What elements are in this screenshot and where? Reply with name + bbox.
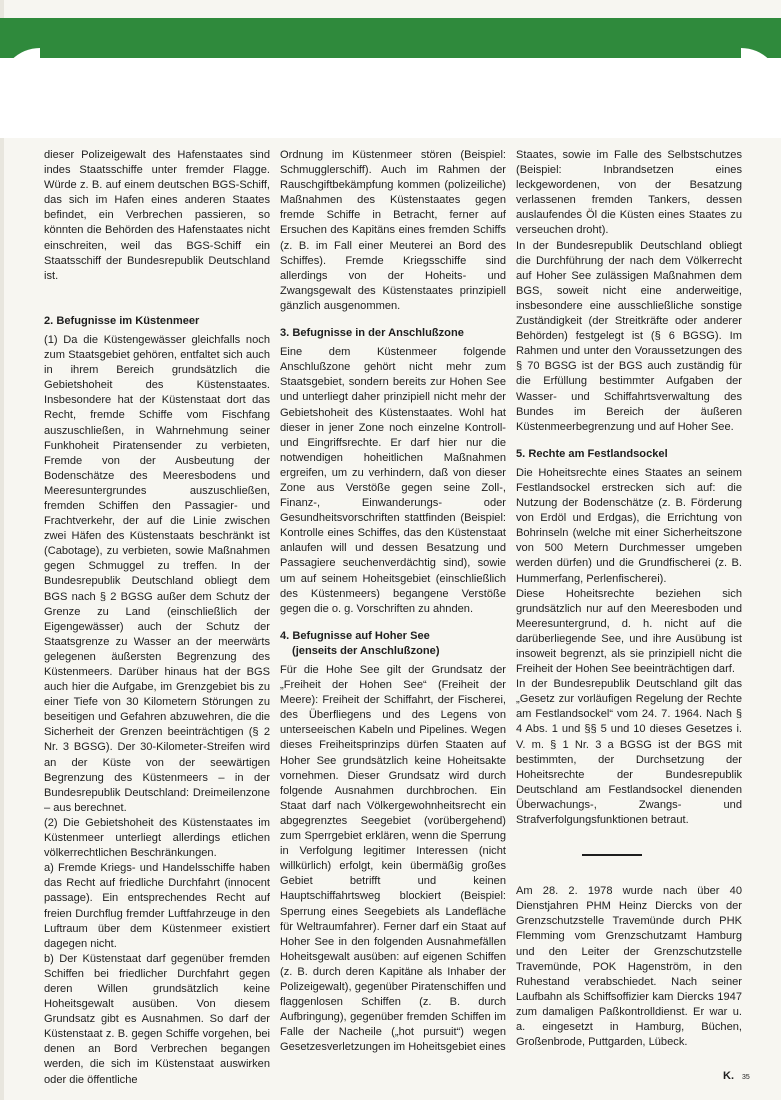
paragraph: Für die Hohe See gilt der Grundsatz der „Freiheit der Hohen See“ (Freiheit der Meere): Freiheit der Schiffahrt, der Fischerei, des Überfliegens und des Legens von unterseeischen Kabeln und Pipelines. Wegen dieses Freiheitsprinzips dürfen Staaten auf Hoher See grundsätzlich keine Hoheitsakte vornehmen. Dieser Grundsatz wird durch folgende Ausnahmen durchbrochen. Ein Staat darf nach Völkergewohnheitsrecht ein abgegrenztes Seegebiet (vorübergehend) zum Sperrgebiet erklären, wenn die Sperrung in Verfolgung legitimer Interessen (nicht willkürlich) erfolgt, kein übermäßig großes Gebiet betrifft und keinen Hauptschiffahrtsweg blockiert (Beispiel: Sperrung eines Seegebiets als Landefläche für Weltraumfahrer). Ferner darf ein Staat auf Hoher See in den folgenden Ausnahmefällen Hoheitsgewalt ausüben: auf eigenen Schiffen (z. B. durch deren Kapitäne als Inhaber der Polizeigewalt), gegenüber Piratenschiffen und flaggenlosen Schiffen (z. B. durch Aufbringung), gegenüber fremden Schiffen im Falle der Nacheile („hot pursuit“) wegen Gesetzesverletzungen im Hoheitsgebiet eines (280, 664, 506, 1054)
section-heading-3: 3. Befugnisse in der Anschlußzone (280, 327, 464, 340)
author-signature: K. (723, 1070, 734, 1082)
header-banner (0, 18, 781, 138)
section-heading-2: 2. Befugnisse im Küstenmeer (44, 314, 200, 327)
paragraph: In der Bundesrepublik Deutschland gilt das „Gesetz zur vorläufigen Regelung der Rechte am Festlandsockel“ vom 24. 7. 1964. Nach § 4 Abs. 1 und §§ 5 und 10 dieses Gesetzes i. V. m. § 1 Nr. 3 a BGSG ist der BGS mit bestimmten, der Durchsetzung der Hoheitsrechte der Bundesrepublik Deutschland am Festlandsockel dienenden Überwachungs-, Zwangs- und Strafverfolgungsfunktionen betraut. (516, 678, 742, 827)
paragraph: Eine dem Küstenmeer folgende Anschlußzone gehört nicht mehr zum Staatsgebiet, sondern bereits zur Hohen See und unterliegt daher prinzipiell nicht mehr der Gebietshoheit des Küstenstaates. Wohl hat dieser in jener Zone noch einzelne Kontroll- und Eingriffsrechte. Er darf hier nur die notwendigen hoheitlichen Maßnahmen ergreifen, um zu verhindern, daß von dieser Zone aus Verstöße gegen seine Zoll-, Finanz-, Einwanderungs- oder Gesundheitsvorschriften stattfinden (Beispiel: Kontrolle eines Schiffes, das den Küstenstaat anlaufen will und dessen Besatzung und Passagiere seuchenverdächtig sind), sowie um auf seinem Hoheitsgebiet (einschließlich des Küstenmeers) begangene Verstöße gegen die o. g. Vorschriften zu ahnden. (280, 346, 506, 615)
paragraph: b) Der Küstenstaat darf gegenüber fremden Schiffen bei friedlicher Durchfahrt gegen deren Willen grundsätzlich keine Hoheitsgewalt ausüben. Von diesem Grundsatz gibt es Ausnahmen. So darf der Küstenstaat z. B. gegen Schiffe vorgehen, bei denen an Bord Verbrechen begangen werden, die sich im Küstenstaat auswirken oder die öffentliche (44, 952, 270, 1086)
paragraph: (2) Die Gebietshoheit des Küstenstaates im Küstenmeer unterliegt allerdings etlichen völkerrechtlichen Beschränkungen. (44, 816, 270, 860)
column-3 (516, 148, 742, 1050)
paragraph: Die Hoheitsrechte eines Staates an seinem Festlandsockel erstrecken sich auf: die Nutzung der Bodenschätze (z. B. Förderung von Erdöl und Erdgas), die Errichtung von Bohrinseln (welche mit einer Sicherheitszone von 500 Metern Durchmesser umgeben werden dürfen) und die Grundfischerei (z. B. Hummerfang, Perlenfischerei). (516, 466, 742, 585)
paragraph: (1) Da die Küstengewässer gleichfalls noch zum Staatsgebiet gehören, entfaltet sich auch in ihrem Bereich grundsätzlich die Gebietshoheit des Küstenstaates. Insbesondere hat der Küstenstaat dort das Recht, fremde Schiffe vom Fischfang auszuschließen, in Wahrnehmung seiner Funkhoheit Piratensender zu verbieten, Fremde von der Ausbeutung der Bodenschätze des Meeresbodens und Meeresuntergrundes auszuschließen, fremden Schiffen den Passagier- und Frachtverkehr, der auf die Linie zwischen zwei Häfen des Küstenstaats beschränkt ist (Cabotage), zu verbieten, sowie Maßnahmen gegen Schmuggel zu treffen. In der Bundesrepublik Deutschland obliegt dem BGS nach § 2 BGSG außer dem Schutz der Grenze zu Land (einschließlich der Eigengewässer) auch der Schutz der Staatsgrenze zu Wasser an der meerwärts gelegenen äußersten Begrenzung des Küstenmeers. Darüber hinaus hat der BGS auch hier die Aufgabe, im Grenzgebiet bis zu einer Tiefe von 30 Kilometern Störungen zu beseitigen und Gefahren abzuwehren, die die Sicherheit der Grenzen beeinträchtigen (§ 2 Nr. 3 BGSG). Der 30-Kilometer-Streifen wird an der Küste von der seewärtigen Begrenzung des Küstenmeers – in der Bundesrepublik Deutschland: Dreimeilenzone – aus berechnet. (44, 333, 270, 814)
paragraph: In der Bundesrepublik Deutschland obliegt die Durchführung der nach dem Völkerrecht auf Hoher See zulässigen Maßnahmen dem BGS, soweit nicht eine anderweitige, insbesondere eine ausschließliche sonstige Zuständigkeit (der Streitkräfte oder anderer Behörden) festgelegt ist (§ 6 BGSG). Im Rahmen und unter den Voraussetzungen des § 70 BGSG ist der BGS auch zuständig für die Erfüllung bestimmter Aufgaben der Wasser- und Schiffahrtsverwaltung des Bundes im Bereich der äußeren Küstenmeerbegrenzung und auf Hoher See. (516, 239, 742, 433)
page-number: 35 (742, 1074, 750, 1081)
paragraph: Ordnung im Küstenmeer stören (Beispiel: Schmugglerschiff). Auch im Rahmen der Rauschgiftbekämpfung kommen (polizeiliche) Maßnahmen des Küstenstaates gegen fremde Schiffe in Betracht, ferner auf Ersuchen des Kapitäns eines fremden Schiffs (z. B. im Fall einer Meuterei an Bord des Schiffes). Fremde Kriegsschiffe sind allerdings von der Hoheits- und Zwangsgewalt des Küstenstaates prinzipiell gänzlich ausgenommen. (280, 149, 506, 312)
column-1 (44, 148, 270, 1088)
section-heading-4: 4. Befugnisse auf Hoher See (280, 629, 430, 642)
paragraph: dieser Polizeigewalt des Hafenstaates sind indes Staatsschiffe unter fremder Flagge. Würde z. B. auf einem deutschen BGS-Schiff, das sich im Hafen eines anderen Staates befindet, ein Verbrechen passieren, so könnten die Behörden des Hafenstaates nicht einschreiten, weil das BGS-Schiff ein Staatsschiff der Bundesrepublik Deutschland ist. (44, 149, 270, 282)
section-heading-5: 5. Rechte am Festlandsockel (516, 447, 668, 460)
banner-green-band (0, 18, 781, 58)
section-subheading-4: (jenseits der Anschlußzone) (292, 644, 440, 657)
separator-rule (582, 854, 642, 856)
page-edge (0, 0, 4, 1100)
news-paragraph: Am 28. 2. 1978 wurde nach über 40 Dienstjahren PHM Heinz Diercks von der Grenzschutzstelle Travemünde durch PHK Flemming vom Grenzschutzamt Hamburg und den Leiter der Grenzschutzstelle Travemünde, POK Hagenström, in den Ruhestand verabschiedet. Nach seiner Laufbahn als Schiffsoffizier kam Diercks 1947 zum damaligen Paßkontrolldienst. Er war u. a. eingesetzt in Hamburg, Büchen, Großenbrode, Puttgarden, Lübeck. (516, 885, 742, 1049)
paragraph: Staates, sowie im Falle des Selbstschutzes (Beispiel: Inbrandsetzen eines leckgewordenen, von der Besatzung verlassenen fremden Tankers, dessen auslaufendes Öl die Küsten eines Staates zu verseuchen droht). (516, 149, 742, 237)
paragraph: a) Fremde Kriegs- und Handelsschiffe haben das Recht auf friedliche Durchfahrt (innocent passage). Ein entsprechendes Recht auf freien Durchflug fremder Luftfahrzeuge in den Luftraum über dem Küstenmeer existiert dagegen nicht. (44, 862, 270, 950)
column-2 (280, 148, 506, 1055)
paragraph: Diese Hoheitsrechte beziehen sich grundsätzlich nur auf den Meeresboden und Meeresuntergrund, d. h. nicht auf die darüberliegende See, und ihre Ausübung ist insoweit begrenzt, als sie prinzipiell nicht die Freiheit der Hohen See beeinträchtigen darf. (516, 587, 742, 676)
